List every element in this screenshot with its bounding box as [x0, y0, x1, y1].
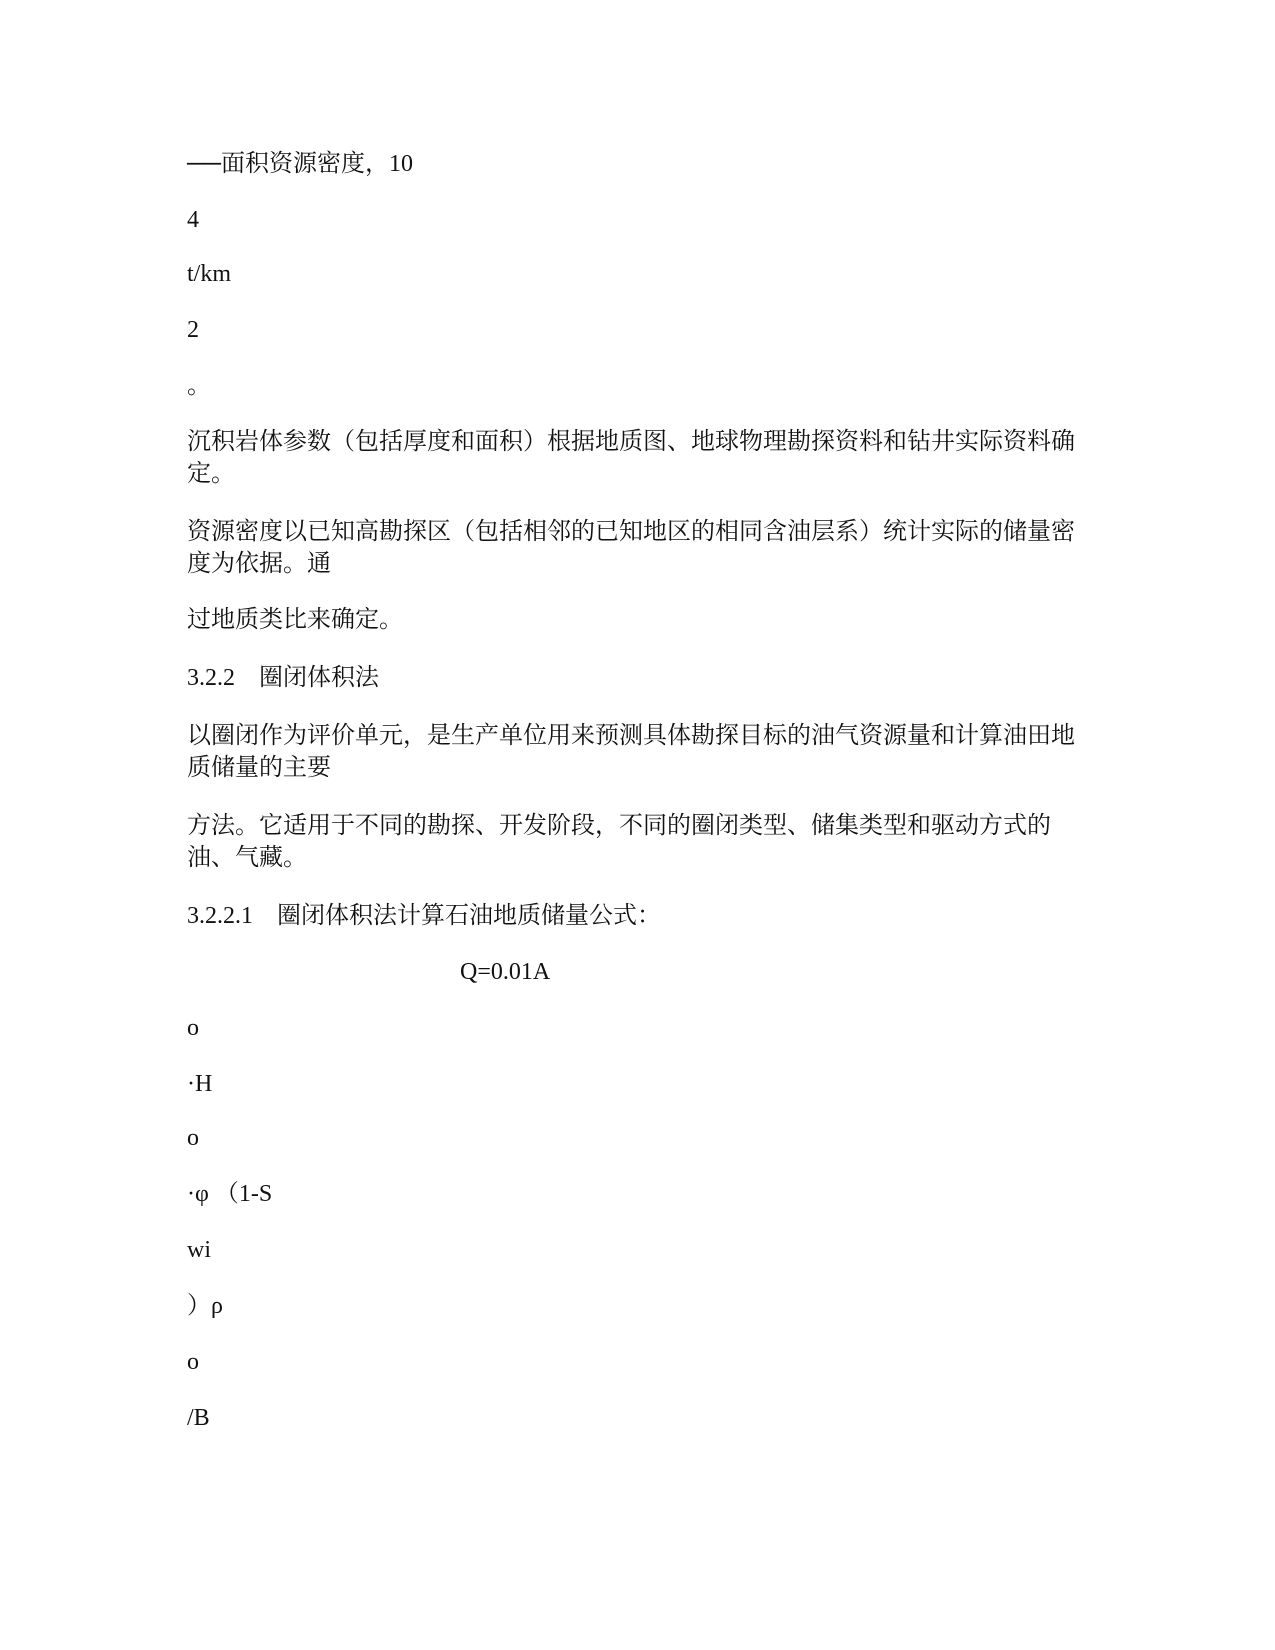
- paragraph: 方法。它适用于不同的勘探、开发阶段，不同的圈闭类型、储集类型和驱动方式的油、气藏。: [187, 813, 1051, 871]
- section-heading: 3.2.2 圈闭体积法: [187, 665, 379, 691]
- formula-fragment: o: [187, 1125, 199, 1151]
- text-line: 。: [187, 373, 211, 399]
- formula-fragment: /B: [187, 1405, 210, 1431]
- formula-fragment: wi: [187, 1237, 211, 1263]
- paragraph: 沉积岩体参数（包括厚度和面积）根据地质图、地球物理勘探资料和钻井实际资料确定。: [187, 429, 1075, 487]
- paragraph: 以圈闭作为评价单元，是生产单位用来预测具体勘探目标的油气资源量和计算油田地质储量的主要: [187, 723, 1075, 781]
- subsection-heading: 3.2.2.1 圈闭体积法计算石油地质储量公式：: [187, 903, 661, 929]
- text-line: ──面积资源密度，10: [187, 151, 414, 177]
- text-line: 4: [187, 207, 199, 233]
- formula-fragment: ·φ （1-S: [187, 1181, 273, 1207]
- text-line: t/km: [187, 261, 232, 287]
- formula: Q=0.01A: [460, 959, 551, 985]
- formula-fragment: o: [187, 1349, 199, 1375]
- formula-fragment: ·H: [187, 1071, 213, 1097]
- formula-fragment: o: [187, 1015, 199, 1041]
- paragraph: 资源密度以已知高勘探区（包括相邻的已知地区的相同含油层系）统计实际的储量密度为依据。通: [187, 519, 1075, 577]
- text-line: 2: [187, 317, 199, 343]
- text-line: 过地质类比来确定。: [187, 607, 403, 633]
- formula-fragment: ）ρ: [187, 1293, 223, 1319]
